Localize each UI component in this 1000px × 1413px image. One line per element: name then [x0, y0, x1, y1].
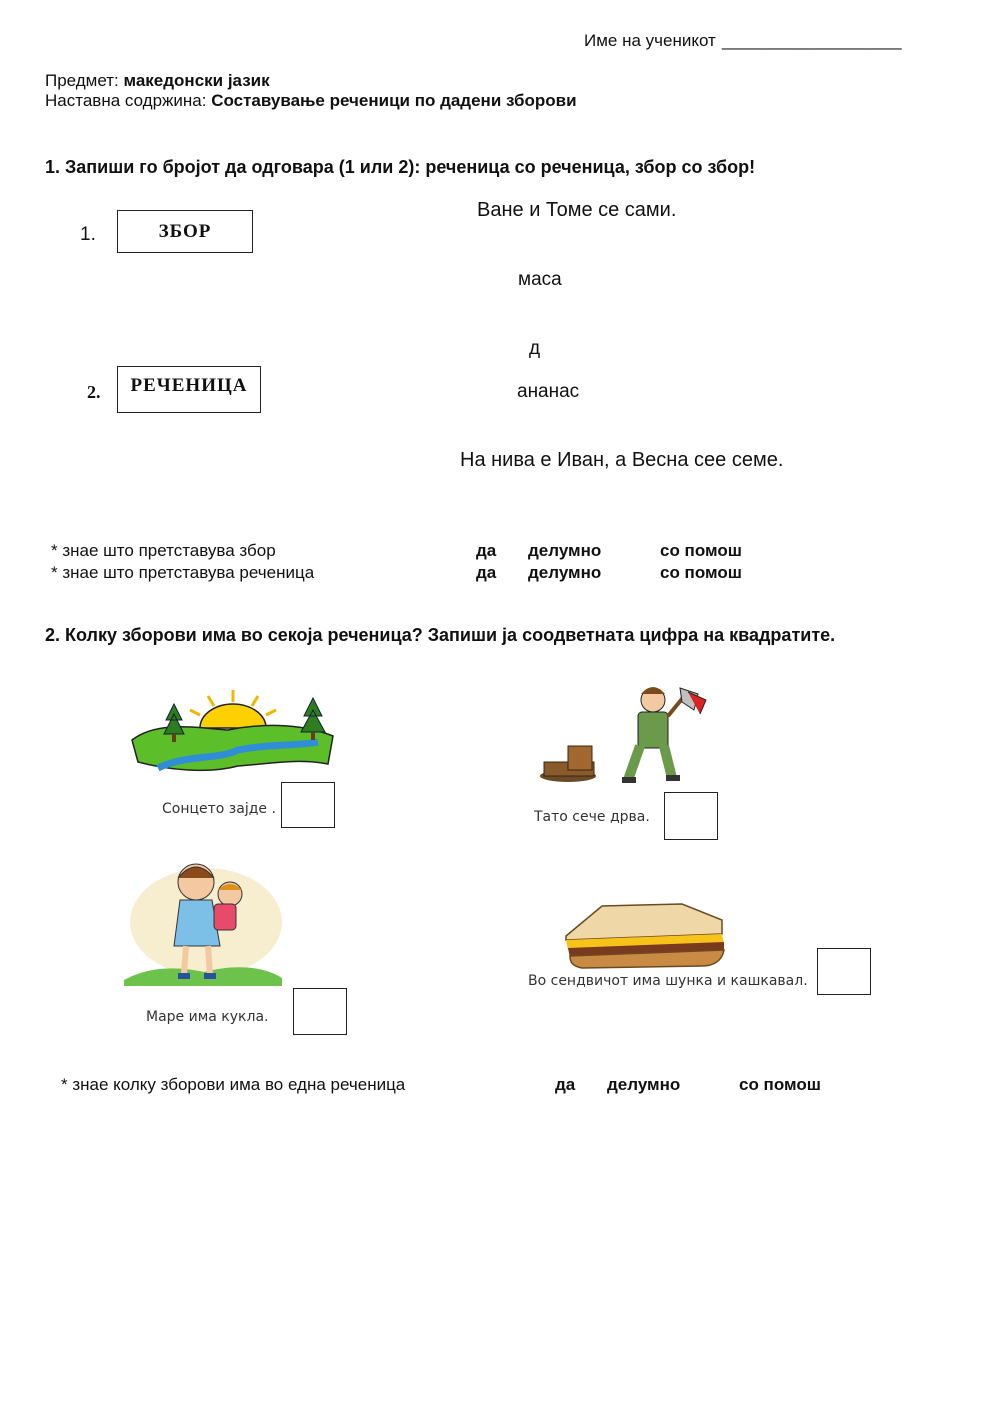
assess2-yes[interactable]: да — [476, 563, 497, 582]
answer-box-2[interactable] — [664, 792, 718, 840]
assess1-partial[interactable]: делумно — [528, 541, 602, 560]
task1-title: 1. Запиши го бројот да одговара (1 или 2): реченица со реченица, збор со збор! — [45, 157, 756, 177]
assess2-text: * знае што претставува реченица — [51, 563, 315, 582]
content-value: Составување реченици по дадени зборови — [211, 91, 577, 110]
option-word-2[interactable]: ананас — [517, 381, 580, 402]
assess3-text: * знае колку зборови има во една реченица — [61, 1075, 406, 1094]
option-word-1[interactable]: маса — [518, 269, 562, 290]
answer-box-3[interactable] — [293, 988, 347, 1035]
task2-title: 2. Колку зборови има во секоја реченица? Запиши ја соодветната цифра на квадратите. — [45, 625, 836, 645]
subject-value: македонски јазик — [123, 71, 270, 90]
sandwich-icon — [562, 900, 728, 972]
option-letter[interactable]: д — [529, 338, 541, 359]
item1-number: 1. — [80, 224, 96, 245]
assess1-text: * знае што претставува збор — [51, 541, 276, 560]
answer-box-4[interactable] — [817, 948, 871, 995]
assess1-help[interactable]: со помош — [660, 541, 742, 560]
assess1-yes[interactable]: да — [476, 541, 497, 560]
answer-box-1[interactable] — [281, 782, 335, 828]
subject-label: Предмет: — [45, 71, 124, 90]
content-line — [45, 91, 577, 111]
assess3-yes[interactable]: да — [555, 1075, 576, 1094]
caption-2: Тато сече дрва. — [534, 809, 650, 825]
word-box: ЗБОР — [117, 210, 253, 253]
caption-3: Маре има кукла. — [146, 1009, 269, 1025]
sentence-box: РЕЧЕНИЦА — [117, 366, 261, 413]
assess2-partial[interactable]: делумно — [528, 563, 602, 582]
girl-with-doll-icon — [124, 856, 284, 986]
item2-number: 2. — [87, 382, 101, 402]
option-sentence-2[interactable]: На нива е Иван, а Весна сее семе. — [460, 449, 784, 471]
student-name-label: Име на ученикот — [584, 31, 716, 50]
sunset-landscape-icon — [128, 684, 338, 780]
assess2-help[interactable]: со помош — [660, 563, 742, 582]
option-sentence-1[interactable]: Ване и Томе се сами. — [477, 199, 677, 221]
subject-line — [45, 71, 270, 91]
content-label: Наставна содржина: — [45, 91, 212, 110]
assess3-help[interactable]: со помош — [739, 1075, 821, 1094]
caption-1: Сонцето зајде . — [162, 801, 276, 817]
caption-4: Во сендвичот има шунка и кашкавал. — [528, 973, 808, 989]
student-name-line[interactable]: ___________________ — [722, 31, 902, 50]
woodcutter-icon — [538, 680, 718, 790]
assess3-partial[interactable]: делумно — [607, 1075, 681, 1094]
